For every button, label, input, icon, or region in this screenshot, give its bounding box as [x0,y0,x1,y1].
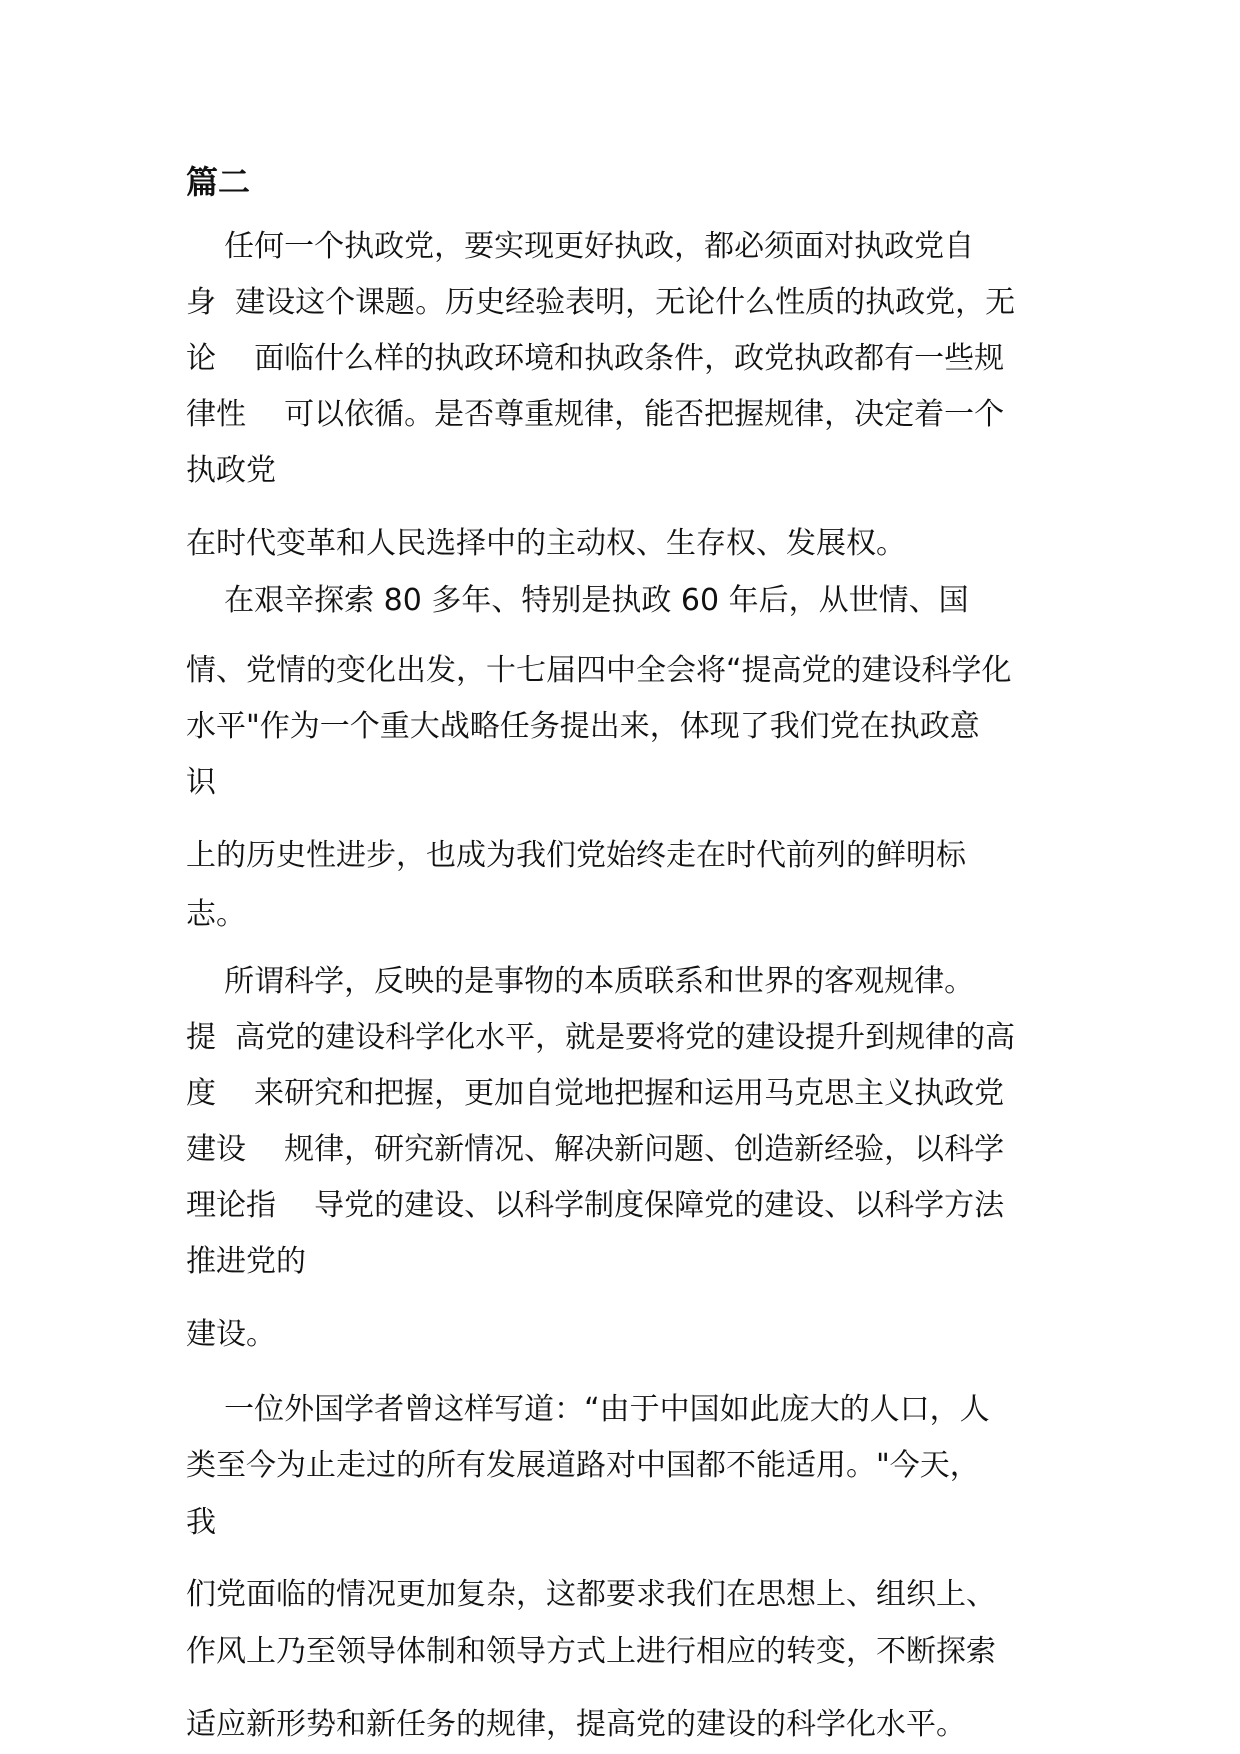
text-line: 识 [186,765,216,800]
text-line: 所谓科学，反映的是事物的本质联系和世界的客观规律。 [186,964,975,999]
text-line: 类至今为止走过的所有发展道路对中国都不能适用。"今天， [186,1448,980,1483]
text-line: 水平"作为一个重大战略任务提出来，体现了我们党在执政意 [186,709,980,744]
text-line: 执政党 [186,453,276,488]
text-line: 志。 [186,897,246,932]
text-line: 作风上乃至领导体制和领导方式上进行相应的转变，不断探索 [186,1634,996,1669]
text-line: 们党面临的情况更加复杂，这都要求我们在思想上、组织上、 [186,1577,996,1612]
text-line: 度 来研究和把握，更加自觉地把握和运用马克思主义执政党 [186,1076,1005,1111]
text-line: 理论指 导党的建设、以科学制度保障党的建设、以科学方法 [186,1188,1005,1223]
text-line: 建设。 [186,1317,276,1352]
text-line: 建设 规律，研究新情况、解决新问题、创造新经验，以科学 [186,1132,1005,1167]
text-line: 我 [186,1505,216,1540]
text-line: 论 面临什么样的执政环境和执政条件，政党执政都有一些规 [186,341,1005,376]
section-heading: 篇二 [186,163,251,201]
text-line: 提 高党的建设科学化水平，就是要将党的建设提升到规律的高 [186,1020,1016,1055]
text-line: 律性 可以依循。是否尊重规律，能否把握规律，决定着一个 [186,397,1005,432]
text-line: 身 建设这个课题。历史经验表明，无论什么性质的执政党，无 [186,285,1016,320]
text-line: 在艰辛探索 80 多年、特别是执政 60 年后，从世情、国 [186,583,969,618]
text-line: 适应新形势和新任务的规律，提高党的建设的科学化水平。 [186,1707,966,1742]
text-line: 情、党情的变化出发，十七届四中全会将“提高党的建设科学化 [186,653,1012,688]
text-line: 在时代变革和人民选择中的主动权、生存权、发展权。 [186,526,906,561]
text-line: 上的历史性进步，也成为我们党始终走在时代前列的鲜明标 [186,838,966,873]
text-line: 推进党的 [186,1244,306,1279]
text-line: 一位外国学者曾这样写道：“由于中国如此庞大的人口，人 [186,1392,990,1427]
text-line: 任何一个执政党，要实现更好执政，都必须面对执政党自 [186,229,975,264]
